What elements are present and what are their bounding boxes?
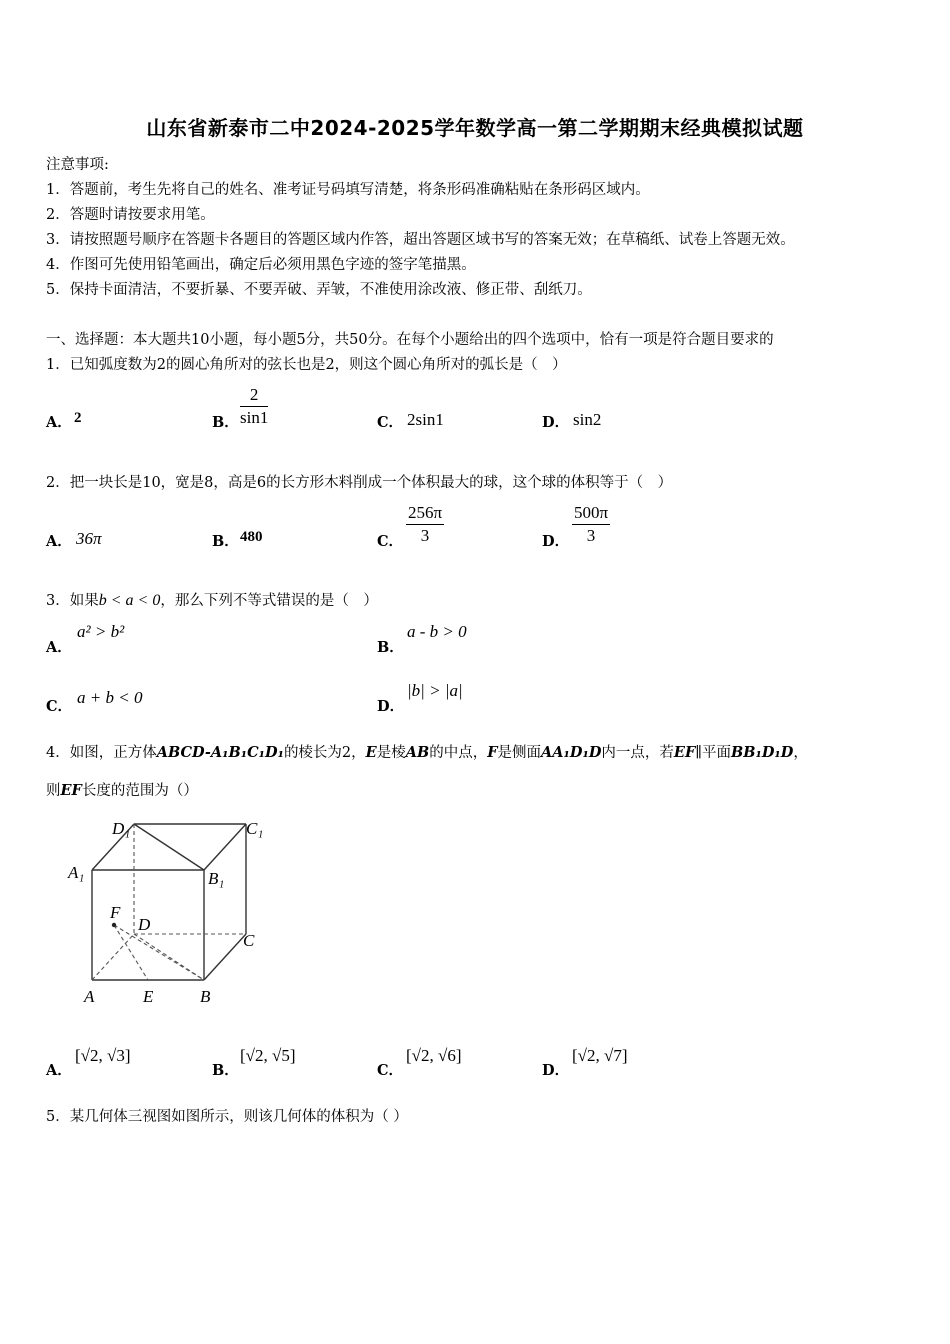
q2-option-b-label: B． — [212, 533, 239, 550]
cube-figure — [66, 812, 276, 1012]
q4-text-a: 如图，正方体 — [69, 745, 157, 761]
label-b: B — [200, 987, 211, 1006]
point-f-dot — [112, 923, 116, 927]
label-a1: A₁ — [68, 863, 85, 882]
q2-option-c-numerator: 256π — [406, 502, 444, 525]
q2-option-a: 36π — [76, 529, 102, 548]
q4-text-d: 的中点， — [429, 745, 488, 761]
q4-plane: BB₁D₁D — [730, 744, 794, 761]
notice-item-3: 3．请按照题号顺序在答题卡各题目的答题区域内作答，超出答题区域书写的答案无效；在草稿纸、试卷上答题无效。 — [46, 232, 795, 248]
notice-heading: 注意事项: — [46, 157, 109, 173]
q4-text-line2-b: 长度的范围为（） — [81, 783, 198, 799]
q4-text-c: 是棱 — [376, 745, 406, 761]
q3-option-c-label: C． — [46, 698, 73, 715]
label-e: E — [143, 987, 154, 1006]
label-d1: D₁ — [112, 819, 131, 838]
q1-option-a-label: A． — [46, 414, 72, 431]
q4-text-line2-a: 则 — [46, 783, 61, 799]
q4-text-g: ∥平面 — [695, 745, 731, 761]
q4-option-b-label: B． — [212, 1062, 239, 1079]
q2-option-d-numerator: 500π — [572, 502, 610, 525]
question-2-stem: 2．把一块长是10，宽是8，高是6的长方形木料削成一个体积最大的球，这个球的体积等于（ ） — [46, 475, 673, 491]
q4-text-f: 内一点，若 — [601, 745, 674, 761]
question-5-stem: 5．某几何体三视图如图所示，则该几何体的体积为（ ） — [46, 1109, 408, 1125]
q4-text-h: ， — [793, 745, 808, 761]
q1-option-d: sin2 — [573, 410, 602, 429]
q1-option-b-denominator: sin1 — [240, 408, 269, 427]
q1-option-d-label: D． — [542, 414, 570, 431]
q3-option-b-label: B． — [377, 639, 404, 656]
q1-option-b — [240, 384, 268, 429]
notice-item-2: 2．答题时请按要求用笔。 — [46, 207, 215, 223]
q3-option-d-label: D． — [377, 698, 405, 715]
q1-option-b-label: B． — [212, 414, 239, 431]
q2-option-b: 480 — [240, 529, 263, 545]
q3-stem-prefix: 3．如果 — [46, 593, 99, 609]
notice-item-5: 5．保持卡面清洁，不要折暴、不要弄破、弄皱，不准使用涂改液、修正带、刮纸刀。 — [46, 282, 592, 298]
q1-option-c: 2sin1 — [407, 410, 444, 429]
q2-option-d — [572, 502, 610, 547]
q3-option-a: a² > b² — [77, 622, 125, 641]
label-f: F — [110, 903, 121, 922]
label-d: D — [138, 915, 151, 934]
q4-text-e: 是侧面 — [497, 745, 542, 761]
q4-edge-ab: AB — [405, 744, 430, 761]
q1-option-a: 2 — [74, 410, 82, 426]
label-a: A — [84, 987, 95, 1006]
q4-segment-ef: EF — [673, 744, 696, 761]
q2-option-d-denominator: 3 — [586, 526, 596, 545]
q1-option-c-label: C． — [377, 414, 404, 431]
q3-stem-condition: b < a < 0 — [98, 592, 161, 609]
q3-option-c: a + b < 0 — [77, 688, 143, 707]
q4-cube: ABCD-A₁B₁C₁D₁ — [156, 744, 284, 761]
q2-option-c-denominator: 3 — [420, 526, 430, 545]
q4-option-a-label: A． — [46, 1062, 72, 1079]
question-1-stem: 1．已知弧度数为2的圆心角所对的弦长也是2，则这个圆心角所对的弧长是（ ） — [46, 357, 567, 373]
q2-option-d-label: D． — [542, 533, 570, 550]
q3-option-d: |b| > |a| — [407, 681, 463, 700]
label-c1: C₁ — [246, 819, 264, 838]
q4-option-c-label: C． — [377, 1062, 404, 1079]
notice-item-1: 1．答题前，考生先将自己的姓名、准考证号码填写清楚，将条形码准确粘贴在条形码区域内。 — [46, 182, 650, 198]
label-b1: B₁ — [208, 869, 225, 888]
q2-option-c-label: C． — [377, 533, 404, 550]
q3-option-b: a - b > 0 — [407, 622, 467, 641]
q4-option-d-label: D． — [542, 1062, 570, 1079]
q1-option-b-numerator: 2 — [240, 384, 268, 407]
label-c: C — [243, 931, 255, 950]
q2-option-c — [406, 502, 444, 547]
q4-number: 4． — [46, 745, 70, 761]
q4-option-c: [√2, √6] — [406, 1046, 462, 1065]
q4-face: AA₁D₁D — [541, 744, 602, 761]
q3-stem-suffix: ，那么下列不等式错误的是（ ） — [160, 593, 378, 609]
q4-option-b: [√2, √5] — [240, 1046, 296, 1065]
question-4-stem-line-1 — [46, 741, 808, 762]
q4-segment-ef-2: EF — [60, 782, 82, 799]
notice-item-4: 4．作图可先使用铅笔画出，确定后必须用黑色字迹的签字笔描黑。 — [46, 257, 476, 273]
q4-option-a: [√2, √3] — [75, 1046, 131, 1065]
q4-option-d: [√2, √7] — [572, 1046, 628, 1065]
q4-text-b: 的棱长为2， — [283, 745, 366, 761]
section-heading: 一、选择题：本大题共10小题，每小题5分，共50分。在每个小题给出的四个选项中，恰有一项是符合题目要求的 — [46, 332, 774, 348]
page-title: 山东省新泰市二中2024-2025学年数学高一第二学期期末经典模拟试题 — [146, 116, 804, 140]
question-4-stem-line-2 — [46, 779, 198, 800]
question-3-stem — [46, 589, 378, 610]
q4-point-e: E — [365, 744, 377, 761]
q3-option-a-label: A． — [46, 639, 72, 656]
q2-option-a-label: A． — [46, 533, 72, 550]
q4-point-f: F — [487, 744, 498, 761]
